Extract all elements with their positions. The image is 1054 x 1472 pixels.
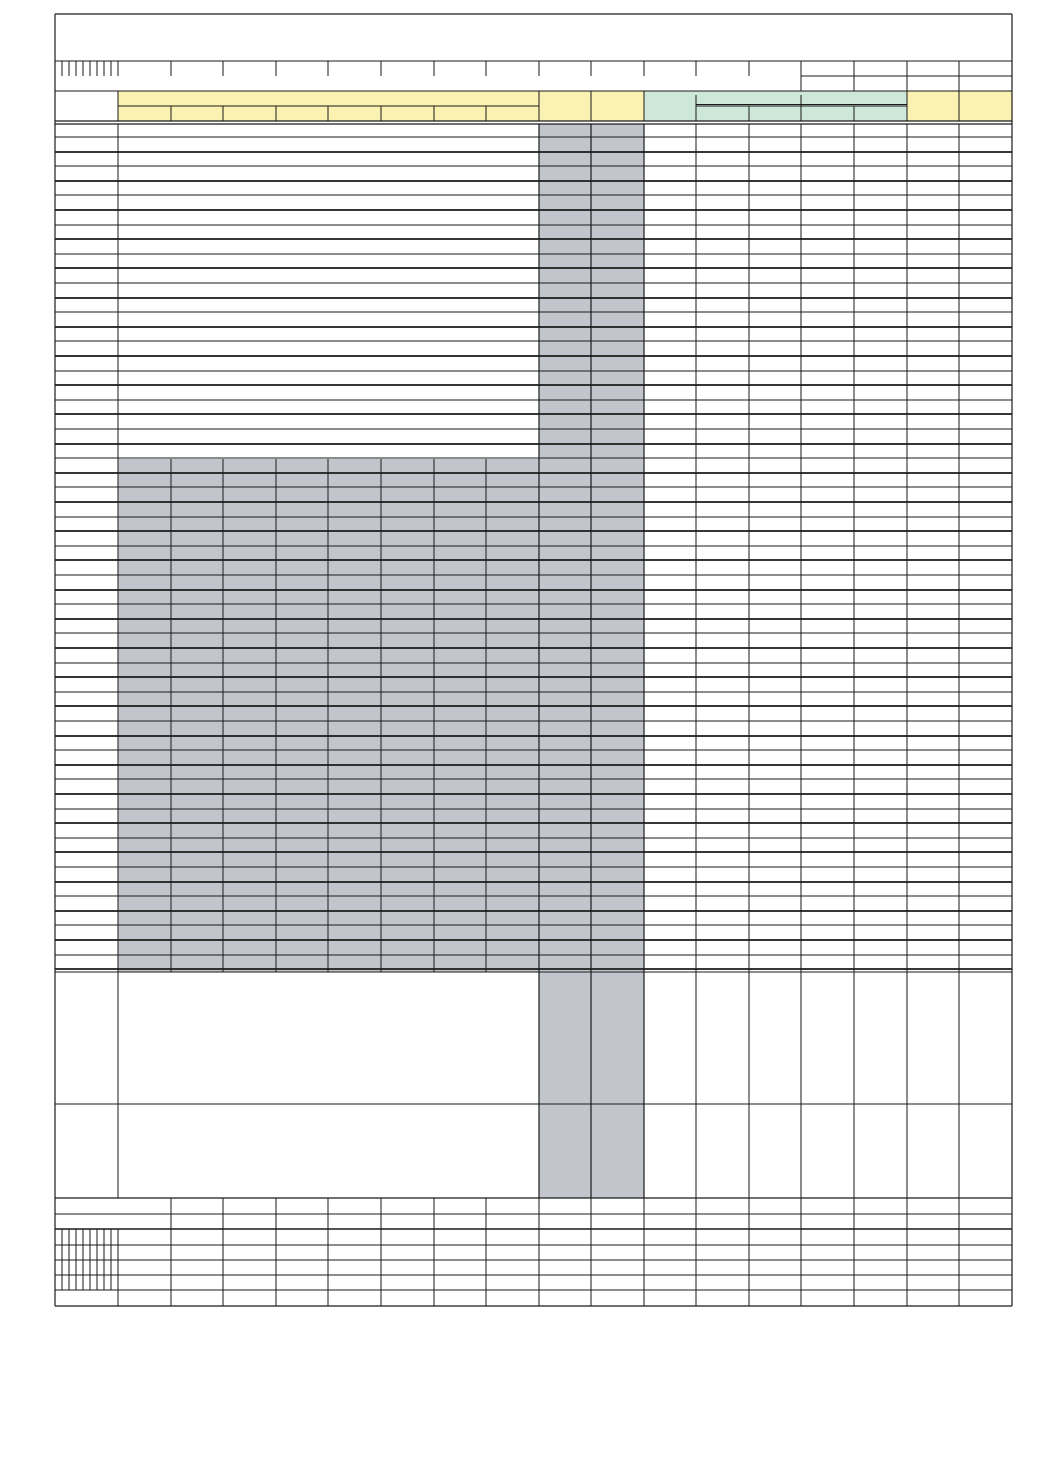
cell-fills [118,91,1012,1198]
header-cell-yellow [907,91,959,121]
header-cell-yellow [591,91,644,121]
header-cell-yellow [959,91,1012,121]
header-cell-yellow [539,91,591,121]
